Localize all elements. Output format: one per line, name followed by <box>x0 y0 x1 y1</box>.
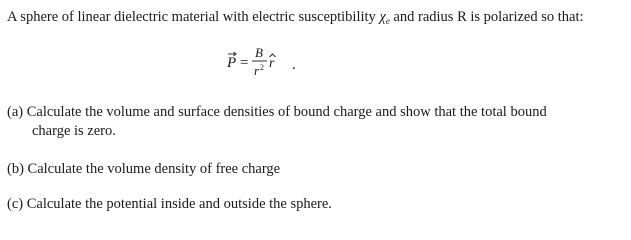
eq-equals: = <box>240 55 249 71</box>
chi-symbol <box>379 9 389 25</box>
intro-text-after: and radius R is polarized so that: <box>389 9 584 25</box>
eq-unit-vector: r <box>269 56 275 71</box>
eq-denominator-exp: 2 <box>260 63 264 72</box>
equation-svg <box>224 43 334 87</box>
eq-denominator-base: r <box>254 63 260 78</box>
part-c-label: (c) <box>7 196 24 212</box>
chi-subscript: e <box>385 16 390 26</box>
chi-letter: χ <box>379 9 386 25</box>
part-a-text-line2: charge is zero. <box>32 123 116 139</box>
eq-numerator: B <box>255 45 263 60</box>
eq-lhs: P <box>227 55 237 71</box>
intro-text-before: A sphere of linear dielectric material with electric susceptibility <box>7 9 380 25</box>
part-a-text-line1: Calculate the volume and surface densities of bound charge and show that the total bound <box>26 104 547 120</box>
problem-intro <box>7 8 622 27</box>
part-a-label: (a) <box>7 104 24 120</box>
polarization-equation <box>224 43 334 87</box>
part-a <box>7 103 619 141</box>
part-c-text: Calculate the potential inside and outside the sphere. <box>26 196 332 212</box>
part-c <box>7 195 332 214</box>
part-b-text: Calculate the volume density of free charge <box>27 161 281 177</box>
part-b-label: (b) <box>7 161 24 177</box>
eq-period: . <box>292 57 296 73</box>
part-b <box>7 160 280 179</box>
